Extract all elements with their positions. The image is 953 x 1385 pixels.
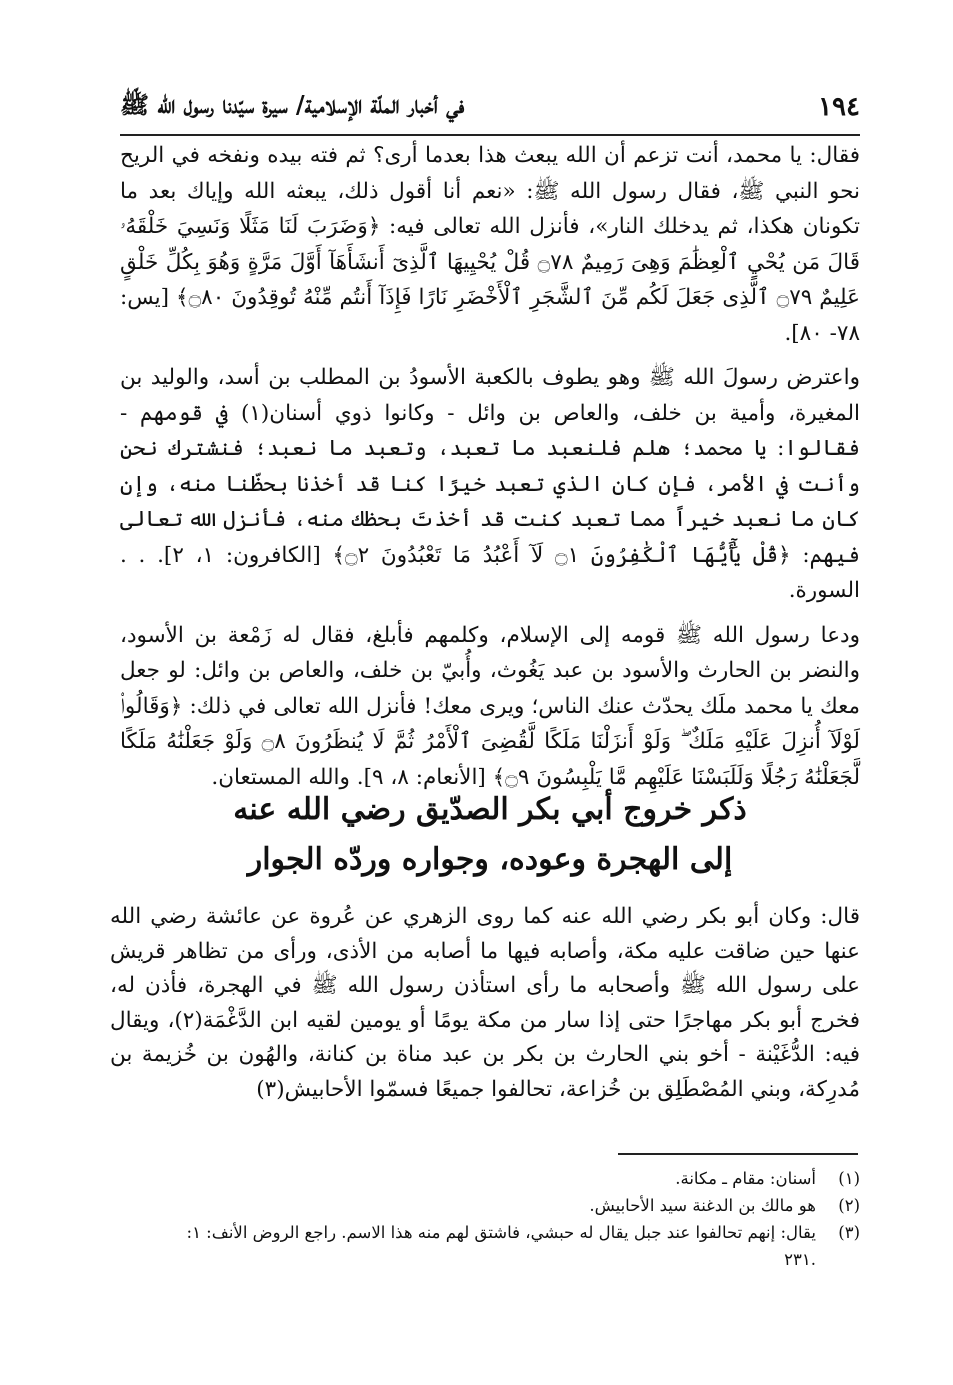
main-text-bottom xyxy=(110,900,860,1107)
section-heading-line-2: إلى الهجرة وعوده، وجواره وردّه الجوار xyxy=(247,842,733,877)
footnote-3-continuation: .٢٣١ xyxy=(784,1250,816,1269)
page-number: ١٩٤ xyxy=(818,92,860,122)
footnotes xyxy=(100,1165,860,1273)
footnote-2 xyxy=(100,1192,860,1219)
paragraph-4: قال: وكان أبو بكر رضي الله عنه كما روى الزهري عن عُروة عن عائشة رضي الله عنها حين ضاقت عليه مكة، وأصابه فيها ما أصابه من الأذى، ورأى من تظاهر قريش على رسول الله ﷺ وأصحابه ما رأى استأذن رسول الله ﷺ في الهجرة، فأذن له، فخرج أبو بكر مهاجرًا حتى إذا سار من مكة يومًا أو يومين لقيه ابن الدَّغْمَة(٢)، ويقال فيه: الدُّغَيْنة - أخو بني الحارث بن بكر بن عبد مناة بن كنانة، والهُون بن خُزيمة بن مُدرِكة، وبني المُصْطَلِق بن خُزاعة، تحالفوا جميعًا فسمّوا الأحابيش(٣) xyxy=(110,904,860,1102)
footnote-text: أسنان: مقام ـ مكانة. xyxy=(675,1169,816,1188)
footnote-text: هو مالك بن الدغنة سيد الأحابيش. xyxy=(589,1196,816,1215)
footnote-number: (٣) xyxy=(838,1223,860,1242)
paragraph-3: ودعا رسول الله ﷺ قومه إلى الإسلام، وكلمهم فأبلغ، فقال له زَمْعة بن الأسود، والنضر بن الحارث والأسود بن عبد يَغُوث، وأُبيّ بن خلف، والعاص بن وائل: لو جعل معك يا محمد ملَك يحدّث عنك الناس؛ ويرى معك! فأنزل الله تعالى في ذلك: ﴿وَقَالُوا۟ لَوْلَآ أُنزِلَ عَلَيْهِ مَلَكٌ ۖ وَلَوْ أَنزَلْنَا مَلَكًا لَّقُضِىَ ٱلْأَمْرُ ثُمَّ لَا يُنظَرُونَ ۝٨ وَلَوْ جَعَلْنَٰهُ مَلَكًا لَّجَعَلْنَٰهُ رَجُلًا وَلَلَبَسْنَا عَلَيْهِم مَّا يَلْبِسُونَ ۝٩﴾ [الأنعام: ٨، ٩]. والله المستعان. xyxy=(120,622,860,790)
footnote-3 xyxy=(100,1219,860,1246)
page-header xyxy=(120,78,860,136)
footnote-divider xyxy=(618,1153,858,1155)
running-title: في أخبار الملّة الإسلامية/ سيرة سيّدنا رسول الله ﷺ xyxy=(120,90,465,119)
paragraph-2: واعترض رسولَ الله ﷺ وهو يطوف بالكعبة الأسودُ بن المطلب بن أسد، والوليد بن المغيرة، وأمية بن خلف، والعاص بن وائل - وكانوا ذوي أسنان(١) في قومهم - فقالوا: يا محمد؛ هلم فلنعبد ما تعبد، وتعبد ما نعبد؛ فنشترك نحن وأنت في الأمر، فإن كان الذي تعبد خيرًا كنا قد أخذنا بحظّنا منه، وإن كان ما نعبد خيراً مما تعبد كنت قد أخذتَ بحظك منه، فأنزل الله تعالى فيهم: ﴿قُلْ يَٰٓأَيُّهَا ٱلْكَٰفِرُونَ ۝١ لَآ أَعْبُدُ مَا تَعْبُدُونَ ۝٢﴾ [الكافرون: ١، ٢]. . . السورة. xyxy=(120,365,860,603)
footnote-number: (١) xyxy=(838,1169,860,1188)
main-text-top xyxy=(120,138,860,795)
footnote-1 xyxy=(100,1165,860,1192)
footnote-number: (٢) xyxy=(838,1196,860,1215)
paragraph-1: فقال: يا محمد، أنت تزعم أن الله يبعث هذا بعدما أرى؟ ثم فته بيده ونفخه في الريح نحو النبي ﷺ، فقال رسول الله ﷺ: «نعم أنا أقول ذلك، يبعثه الله وإياك بعد ما تكونان هكذا، ثم يدخلك النار»، فأنزل الله تعالى فيه: ﴿وَضَرَبَ لَنَا مَثَلًا وَنَسِيَ خَلْقَهُۥ قَالَ مَن يُحْيِ ٱلْعِظَٰمَ وَهِىَ رَمِيمٌ ۝٧٨ قُلْ يُحْيِيهَا ٱلَّذِىٓ أَنشَأَهَآ أَوَّلَ مَرَّةٍ وَهُوَ بِكُلِّ خَلْقٍ عَلِيمٌ ۝٧٩ ٱلَّذِى جَعَلَ لَكُم مِّنَ ٱلشَّجَرِ ٱلْأَخْضَرِ نَارًا فَإِذَآ أَنتُم مِّنْهُ تُوقِدُونَ ۝٨٠﴾ [يس: ٧٨- ٨٠]. xyxy=(120,143,861,346)
section-heading-line-1: ذكر خروج أبي بكر الصدّيق رضي الله عنه xyxy=(233,792,747,827)
footnote-text: يقال: إنهم تحالفوا عند جبل يقال له حبشي، فاشتق لهم منه هذا الاسم. راجع الروض الأنف: ١: xyxy=(186,1223,816,1242)
section-heading xyxy=(120,785,860,885)
